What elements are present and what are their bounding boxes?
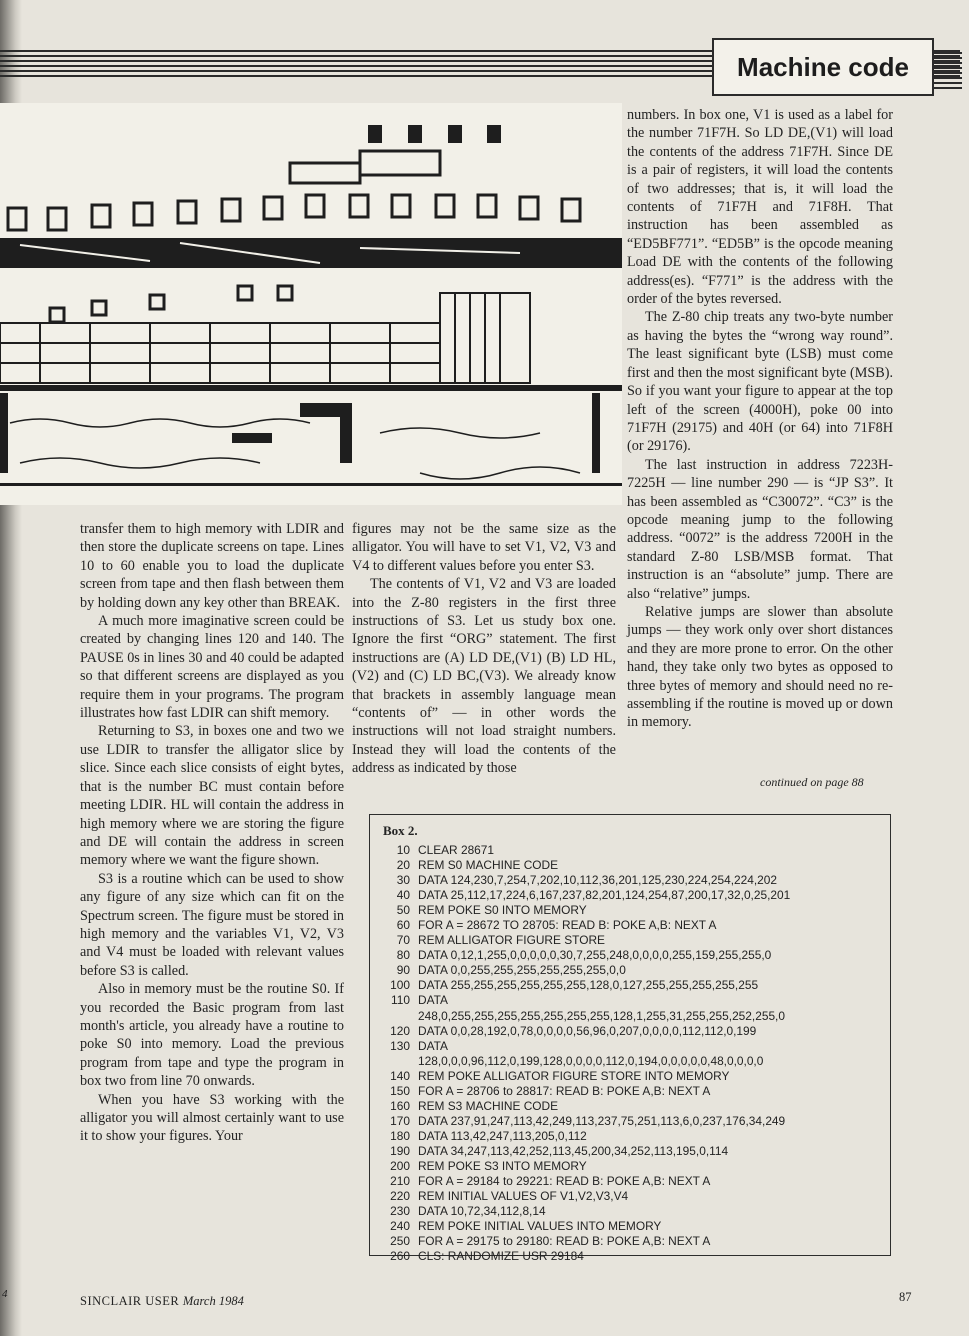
basic-listing [380, 843, 886, 1264]
line-code: DATA 255,255,255,255,255,255,128,0,127,255,255,255,255,255 [418, 978, 759, 993]
paragraph: The Z-80 chip treats any two-byte number as having the bytes the “wrong way round”. The least significant byte (LSB) must come first and then the most significant byte (MSB). So if you want your figure to appear at the top left of the screen (4000H), poke 00 into 71F7H (29175) and 40H (or 64) into 71F8H (or 29176). [627, 309, 893, 455]
paragraph: numbers. In box one, V1 is used as a label for the number 71F7H. So LD DE,(V1) will load the contents of the address 71F7H. Since DE is a pair of registers, it will load the contents of two addresses; that is, it will load the contents of 71F7H and 71F8H. That instruction has been assembled as “ED5BF771”. “ED5B” is the opcode meaning Load DE with the contents of the following address(es). “F771” is the address with the order of the bytes reversed. [627, 107, 893, 308]
footer-publication [80, 1294, 244, 1309]
line-code: DATA 25,112,17,224,6,167,237,82,201,124,254,87,200,17,32,0,25,201 [418, 888, 791, 903]
listing-line [380, 963, 886, 978]
listing-line [380, 1129, 886, 1144]
line-code: REM POKE S3 INTO MEMORY [418, 1158, 587, 1173]
line-code: CLS: RANDOMIZE USR 29184 [418, 1249, 584, 1264]
paragraph: The contents of V1, V2 and V3 are loaded into the Z-80 registers in the first three instructions of S3. Let us study box one. Ignore the first “ORG” statement. The first instructions are (A) LD DE,(V1) (B) LD HL,(V2) and (C) LD BC,(V3). We already know that brackets in assembly language mean “contents of” — in other words the instructions will not load straight numbers. Instead they will load the contents of the address as indicated by those [352, 576, 616, 777]
line-number: 160 [390, 1098, 410, 1113]
line-code: FOR A = 29175 to 29180: READ B: POKE A,B: NEXT A [418, 1234, 711, 1249]
listing-line [380, 948, 886, 963]
line-number: 140 [390, 1068, 410, 1083]
line-code: REM POKE S0 INTO MEMORY [418, 903, 587, 918]
listing-line [380, 1099, 886, 1114]
line-number: 40 [396, 888, 410, 903]
line-code: REM ALLIGATOR FIGURE STORE [418, 933, 605, 948]
line-number: 170 [390, 1113, 410, 1128]
line-code: REM POKE INITIAL VALUES INTO MEMORY [418, 1219, 662, 1234]
line-number: 50 [396, 903, 410, 918]
listing-line [380, 888, 886, 903]
listing-line [380, 933, 886, 948]
publication-name: SINCLAIR USER [80, 1294, 180, 1308]
adjacent-page-number: 4 [2, 1288, 8, 1300]
line-number: 260 [390, 1249, 410, 1264]
line-number: 240 [390, 1219, 410, 1234]
line-code: DATA 237,91,247,113,42,249,113,237,75,251,113,6,0,237,176,34,249 [418, 1113, 786, 1128]
line-code: DATA [418, 993, 448, 1008]
line-code: FOR A = 28706 to 28817: READ B: POKE A,B: NEXT A [418, 1083, 711, 1098]
line-number: 180 [390, 1128, 410, 1143]
line-number: 110 [391, 993, 410, 1008]
line-code: REM S3 MACHINE CODE [418, 1098, 559, 1113]
listing-line [380, 1144, 886, 1159]
listing-line [380, 1174, 886, 1189]
listing-line [380, 978, 886, 993]
line-code: DATA 10,72,34,112,8,14 [418, 1204, 546, 1219]
listing-line [380, 1234, 886, 1249]
paragraph: The last instruction in address 7223H-7225H — line number 290 — is “JP S3”. It has been assembled as “C30072”. “C3” is the opcode meaning jump to the following address. “0072” is the address 7200H in the standard Z-80 LSB/MSB format. That instruction is an “absolute” jump. There are also “relative” jumps. [627, 456, 893, 602]
paragraph: When you have S3 working with the alligator you will almost certainly want to use it to show your figures. Your [80, 1091, 344, 1145]
line-number: 90 [396, 963, 410, 978]
paragraph: S3 is a routine which can be used to show any figure of any size which can fit on the Spectrum screen. The figure must be stored in high memory and the variables V1, V2, V3 and V4 must be loaded with relevant values before S3 is called. [80, 870, 344, 979]
text-column-middle [352, 520, 616, 778]
listing-line [380, 1024, 886, 1039]
listing-line [380, 1009, 886, 1024]
line-number: 100 [390, 978, 410, 993]
header-rules-right [932, 52, 962, 92]
line-code: REM INITIAL VALUES OF V1,V2,V3,V4 [418, 1189, 629, 1204]
line-number: 200 [390, 1158, 410, 1173]
alligator-screen-illustration [0, 103, 622, 505]
line-number: 120 [390, 1023, 410, 1038]
line-number [380, 1054, 418, 1069]
box-2-listing [369, 814, 891, 1264]
line-code: DATA 113,42,247,113,205,0,112 [418, 1128, 587, 1143]
listing-line [380, 1069, 886, 1084]
listing-line [380, 1219, 886, 1234]
section-header-box [712, 38, 934, 96]
line-number: 220 [390, 1189, 410, 1204]
line-number: 80 [396, 948, 410, 963]
line-code: 248,0,255,255,255,255,255,255,255,128,1,255,31,255,255,252,255,0 [418, 1008, 785, 1023]
listing-line [380, 1084, 886, 1099]
publication-date: March 1984 [182, 1294, 244, 1308]
paragraph: Relative jumps are slower than absolute jumps — they work only over short distances and they are more prone to error. On the other hand, they take only two bytes as opposed to three bytes of memory and should need no re-assembling if the routine is moved up or down in memory. [627, 603, 893, 731]
listing-line [380, 858, 886, 873]
text-column-left [80, 520, 344, 1146]
listing-line [380, 1114, 886, 1129]
paragraph: Also in memory must be the routine S0. If you recorded the Basic program from last month's article, you already have a routine to poke S0 into memory. Load the previous program from tape and type the program in box two from line 70 onwards. [80, 981, 344, 1090]
line-code: REM S0 MACHINE CODE [418, 858, 559, 873]
line-number: 60 [396, 918, 410, 933]
listing-line [380, 1159, 886, 1174]
listing-line [380, 843, 886, 858]
line-number: 70 [396, 933, 410, 948]
line-number: 230 [390, 1204, 410, 1219]
line-code: DATA 124,230,7,254,7,202,10,112,36,201,125,230,224,254,224,202 [418, 873, 778, 888]
paragraph: figures may not be the same size as the alligator. You will have to set V1, V2, V3 and V4 to different values before you enter S3. [352, 521, 616, 574]
paragraph: Returning to S3, in boxes one and two we use LDIR to transfer the alligator slice by slice. Since each slice consists of eight bytes, that is the number BC must contain before meeting LDIR. HL will contain the address in high memory where we are storing the figure and DE will contain the address in screen memory where we want the figure shown. [80, 723, 344, 869]
line-number: 210 [390, 1174, 410, 1189]
listing-line [380, 918, 886, 933]
listing-line [380, 1249, 886, 1264]
section-title: Machine code [737, 52, 909, 82]
listing-line [380, 1054, 886, 1069]
line-code: DATA 0,0,28,192,0,78,0,0,0,0,56,96,0,207,0,0,0,0,112,112,0,199 [418, 1023, 757, 1038]
page-number: 87 [899, 1290, 912, 1304]
line-number: 250 [390, 1234, 410, 1249]
line-number: 20 [396, 858, 410, 873]
line-number: 190 [390, 1143, 410, 1158]
text-column-right [627, 106, 893, 732]
box-title: Box 2. [383, 823, 418, 838]
listing-line [380, 1189, 886, 1204]
listing-line [380, 993, 886, 1008]
line-code: FOR A = 28672 TO 28705: READ B: POKE A,B: NEXT A [418, 918, 717, 933]
line-number: 150 [390, 1083, 410, 1098]
line-number: 10 [396, 843, 410, 857]
line-number [380, 1009, 418, 1024]
line-code: DATA 34,247,113,42,252,113,45,200,34,252,113,195,0,114 [418, 1143, 729, 1158]
listing-line [380, 1039, 886, 1054]
line-number: 30 [396, 873, 410, 888]
line-code: FOR A = 29184 to 29221: READ B: POKE A,B: NEXT A [418, 1174, 711, 1189]
continued-note: continued on page 88 [760, 775, 864, 789]
line-code: DATA 0,12,1,255,0,0,0,0,0,30,7,255,248,0,0,0,0,255,159,255,255,0 [418, 948, 772, 963]
line-code: DATA 0,0,255,255,255,255,255,255,0,0 [418, 963, 626, 978]
line-number: 130 [390, 1038, 410, 1053]
line-code: DATA [418, 1038, 448, 1053]
line-code: REM POKE ALLIGATOR FIGURE STORE INTO MEMORY [418, 1068, 730, 1083]
line-code: 128,0,0,0,96,112,0,199,128,0,0,0,0,112,0,194,0,0,0,0,0,48,0,0,0,0 [418, 1053, 764, 1068]
listing-line [380, 903, 886, 918]
paragraph: A much more imaginative screen could be created by changing lines 120 and 140. The PAUSE 0s in lines 30 and 40 could be adapted so that different screens are displayed as you require them in your programs. The program illustrates how fast LDIR can shift memory. [80, 613, 344, 722]
listing-line [380, 873, 886, 888]
line-code: CLEAR 28671 [418, 843, 495, 857]
listing-line [380, 1204, 886, 1219]
paragraph: transfer them to high memory with LDIR and then store the duplicate screens on tape. Lines 10 to 60 enable you to load the duplicate screen from tape and then flash between them by holding down any key other than BREAK. [80, 521, 344, 611]
